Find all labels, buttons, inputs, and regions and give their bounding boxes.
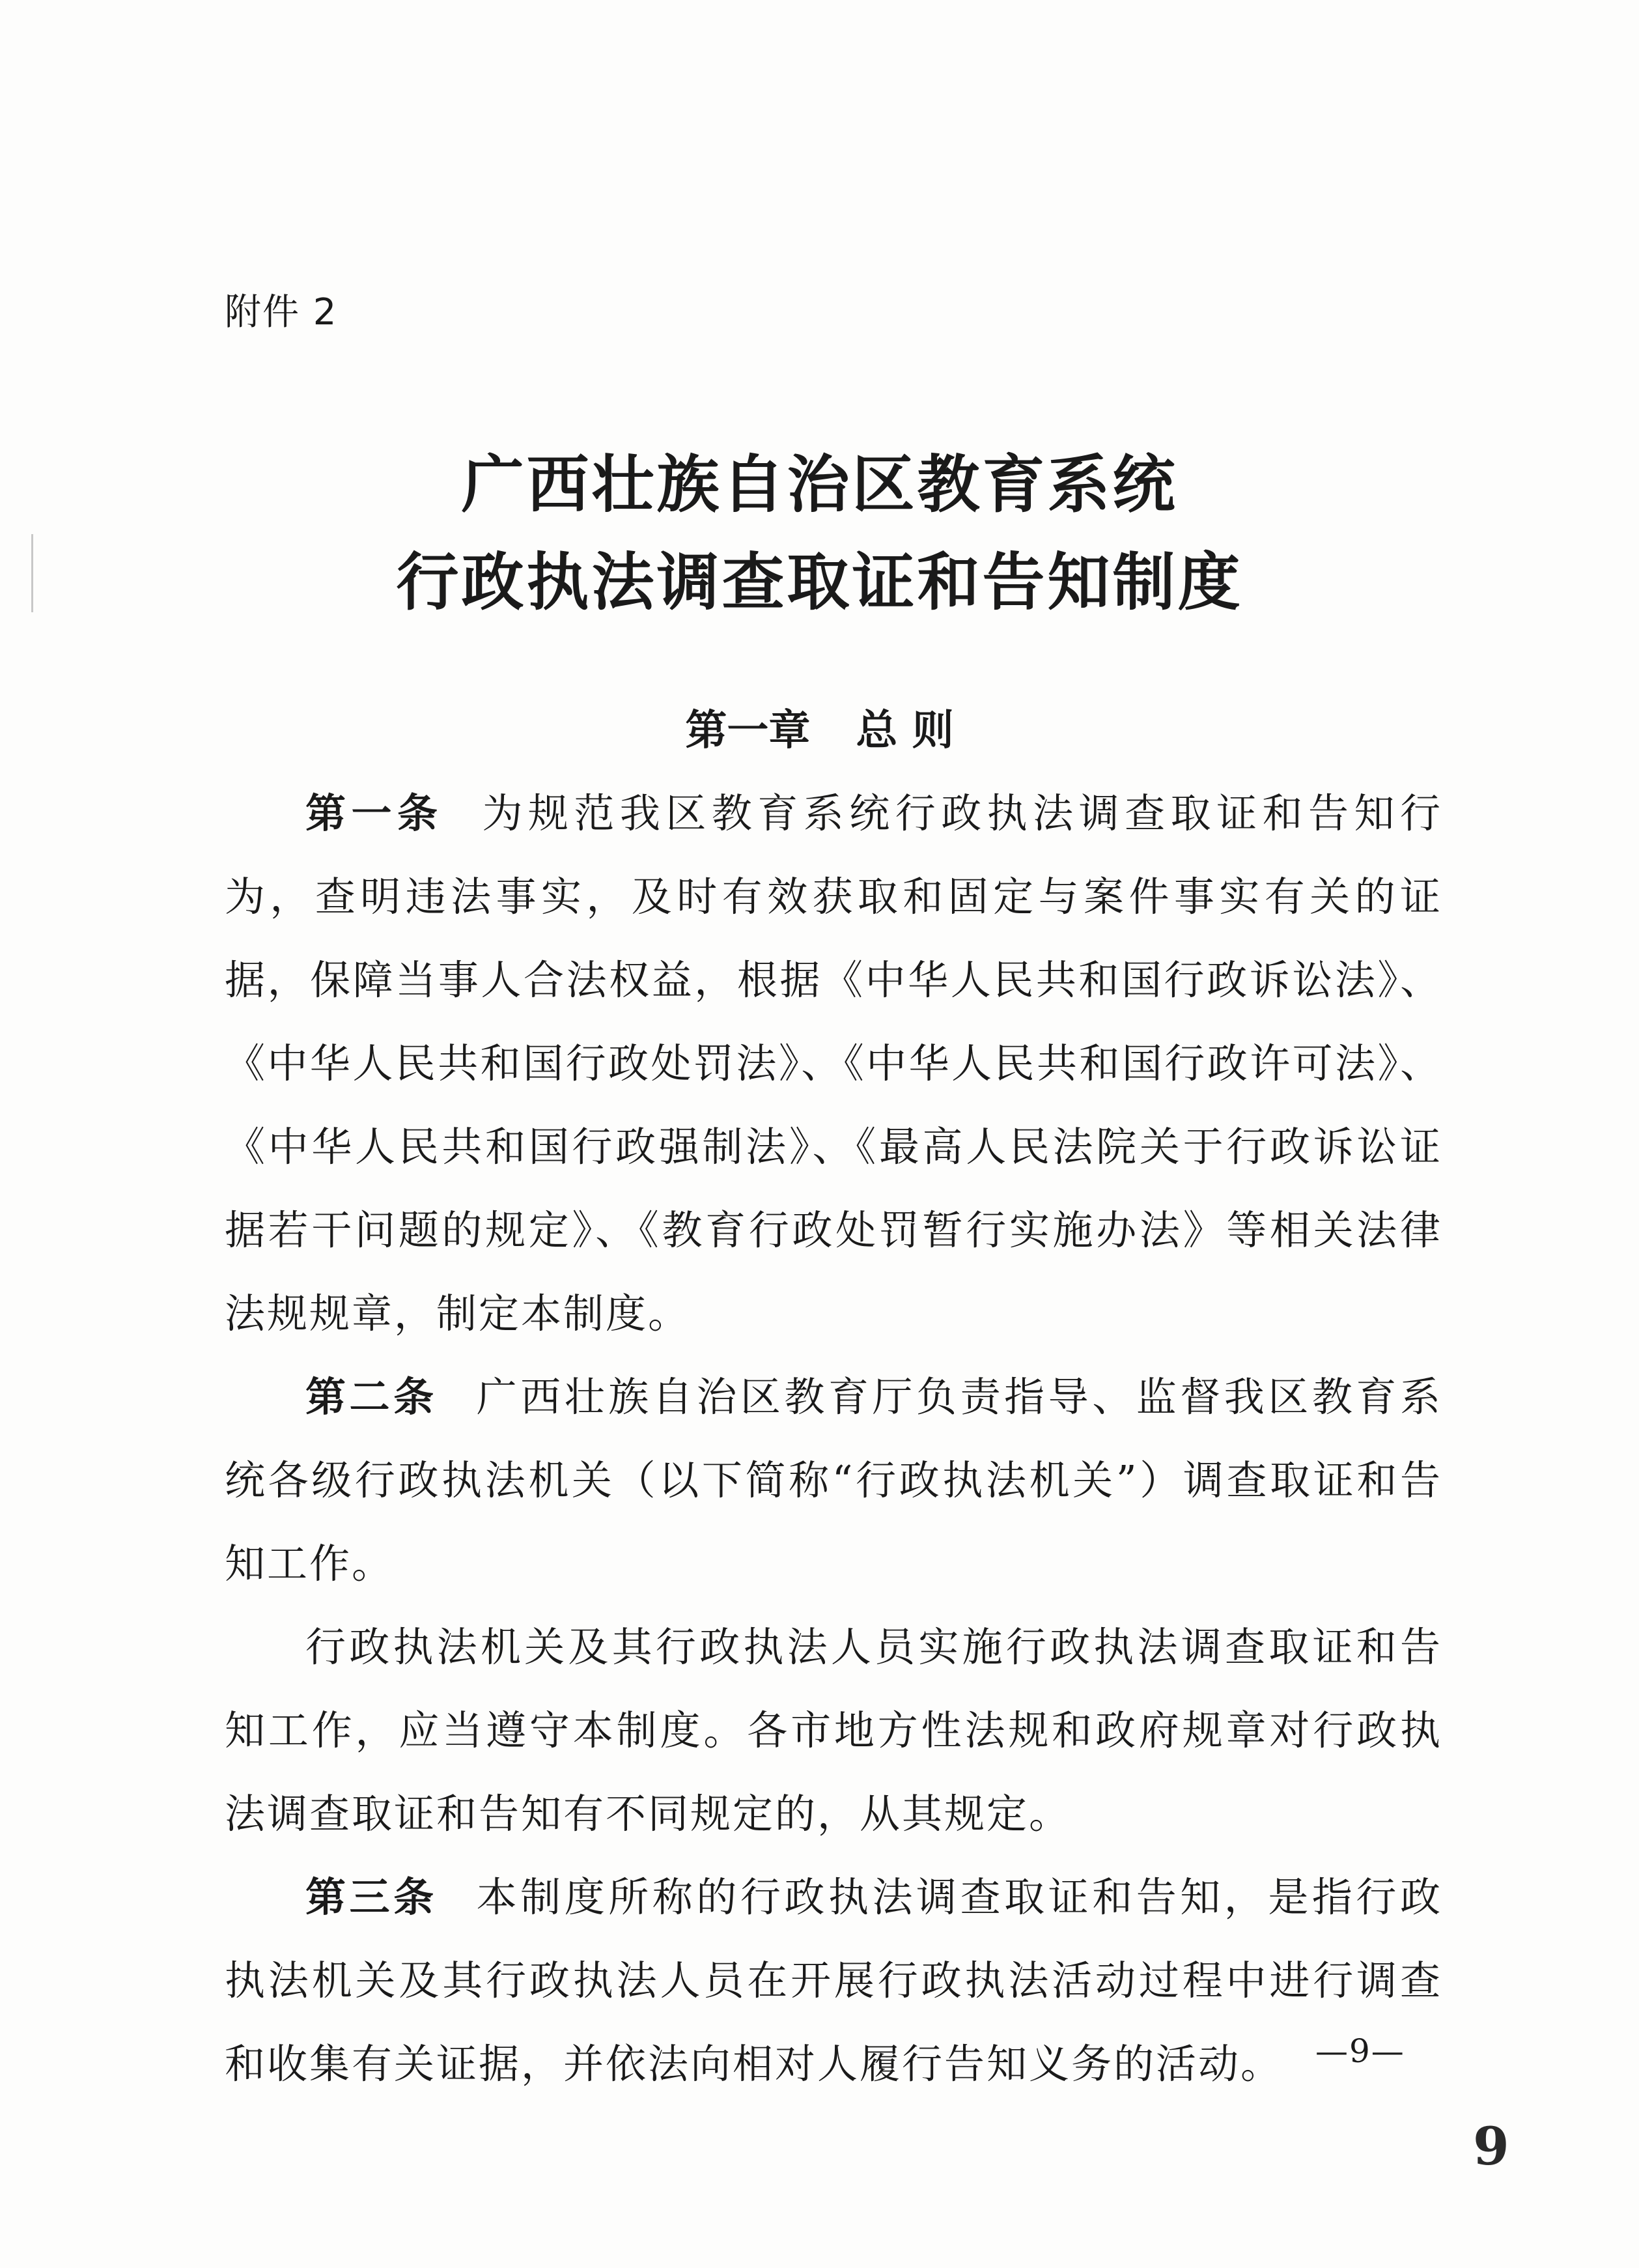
article-1 — [225, 772, 1442, 1355]
article-text: 本制度所称的行政执法调查取证和告知，是指行政执法机关及其行政执法人员在开展行政执法活动过程中进行调查和收集有关证据，并依法向相对人履行告知义务的活动。 — [225, 1873, 1442, 2088]
stamped-page-number: 9 — [1473, 2116, 1509, 2177]
article-2-paragraph-2 — [225, 1606, 1442, 1856]
article-2 — [225, 1355, 1442, 1606]
article-3 — [225, 1856, 1442, 2106]
article-label: 第二条 — [305, 1373, 438, 1421]
article-text: 行政执法机关及其行政执法人员实施行政执法调查取证和告知工作，应当遵守本制度。各市地方性法规和政府规章对行政执法调查取证和告知有不同规定的，从其规定。 — [225, 1623, 1442, 1837]
document-body — [225, 772, 1442, 2106]
chapter-number: 第一章 — [685, 707, 811, 755]
chapter-name: 总 则 — [856, 707, 954, 755]
article-label: 第三条 — [305, 1873, 438, 1921]
title-line-2: 行政执法调查取证和告知制度 — [396, 546, 1243, 619]
title-line-1: 广西壮族自治区教育系统 — [461, 448, 1178, 521]
attachment-label: 附件 2 — [225, 291, 338, 333]
chapter-heading — [0, 697, 1639, 757]
article-text: 广西壮族自治区教育厅负责指导、监督我区教育系统各级行政执法机关（以下简称“行政执法机关”）调查取证和告知工作。 — [225, 1373, 1442, 1587]
article-text: 为规范我区教育系统行政执法调查取证和告知行为，查明违法事实，及时有效获取和固定与案件事实有关的证据，保障当事人合法权益，根据《中华人民共和国行政诉讼法》、《中华人民共和国行政处罚法》、《中华人民共和国行政许可法》、《中华人民共和国行政强制法》、《最高人民法院关于行政诉讼证据若干问题的规定》、《教育行政处罚暂行实施办法》等相关法律法规规章，制定本制度。 — [225, 789, 1442, 1337]
article-label: 第一条 — [305, 789, 443, 837]
page-number: —9— — [1315, 2032, 1405, 2070]
